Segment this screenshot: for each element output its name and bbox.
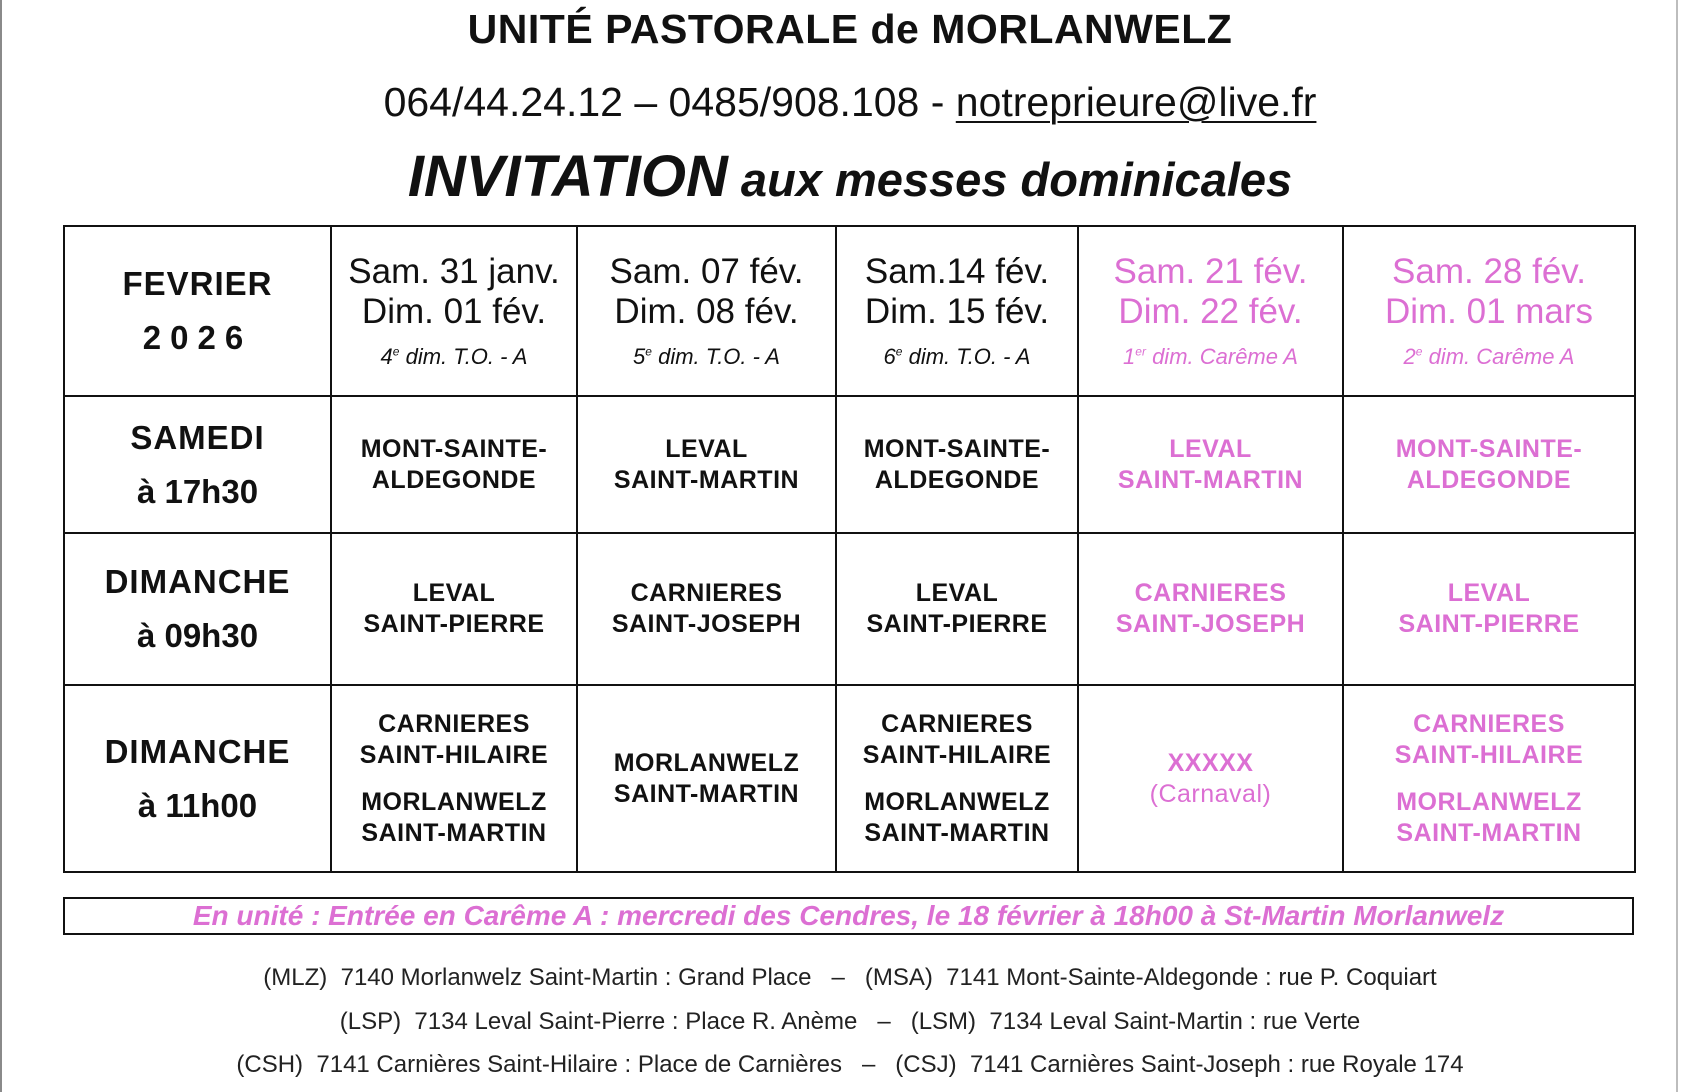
location-line: LEVAL [412,579,496,607]
month-cell [64,226,331,396]
church-location [578,578,835,640]
location-line: SAINT-MARTIN [1117,465,1304,494]
location-line: SAINT-PIERRE [866,610,1048,638]
location-line: MORLANWELZ [1396,787,1582,816]
page-title: UNITÉ PASTORALE de MORLANWELZ [467,6,1233,52]
service-time-cell [64,396,331,533]
liturgical-sunday: 4e dim. T.O. - A [380,344,528,369]
location-line: CARNIERES [1413,709,1565,738]
address-line: (MLZ) 7140 Morlanwelz Saint-Martin : Grand Place – (MSA) 7141 Mont-Sainte-Aldegonde : rue P. Coquiart [263,964,1437,991]
day-label: SAMEDI [130,418,265,456]
day-label: DIMANCHE [104,563,291,600]
location-cell [836,533,1078,685]
location-line: MORLANWELZ [864,787,1050,816]
row-dimanche-0930 [64,533,1635,685]
location-line: MONT-SAINTE- [1395,434,1583,463]
location-line: SAINT-JOSEPH [1115,610,1306,638]
location-line: SAINT-HILAIRE [359,740,549,769]
location-cell [577,685,836,872]
location-line: SAINT-MARTIN [864,818,1050,847]
invitation-word: INVITATION [407,144,728,209]
church-location [332,709,576,771]
sunday-date: Dim. 22 fév. [1118,292,1303,331]
church-location [1344,434,1634,496]
church-location [1079,748,1342,810]
location-line: CARNIERES [1134,579,1287,607]
day-label: DIMANCHE [104,732,291,770]
church-location [837,787,1077,849]
location-line: SAINT-MARTIN [361,818,547,847]
location-line: MORLANWELZ [613,748,800,777]
row-samedi [64,396,1635,533]
invitation-rest: aux messes dominicales [727,153,1293,206]
location-line: SAINT-HILAIRE [1394,740,1584,769]
phone-numbers: 064/44.24.12 – 0485/908.108 - [383,79,956,125]
service-time-cell [64,685,331,872]
date-header [1078,226,1343,396]
mass-schedule-table [63,225,1636,873]
lent-announcement-banner: En unité : Entrée en Carême A : mercredi des Cendres, le 18 février à 18h00 à St-Martin Morlanwelz [63,897,1634,935]
invitation-heading [0,143,1686,210]
time-label: à 11h00 [137,786,258,824]
saturday-date: Sam. 28 fév. [1392,252,1586,291]
location-cell [577,396,836,533]
location-line: CARNIERES [881,709,1033,738]
church-location [1344,709,1634,771]
liturgical-sunday: 1er dim. Carême A [1123,344,1298,369]
location-line: CARNIERES [630,579,783,607]
location-line: LEVAL [665,434,748,463]
sunday-date: Dim. 08 fév. [614,292,799,331]
church-location [1079,578,1342,640]
location-line: (Carnaval) [1149,779,1272,808]
time-label: à 17h30 [136,472,259,510]
time-label: à 09h30 [136,617,259,654]
saturday-date: Sam. 21 fév. [1113,252,1308,291]
location-line: ALDEGONDE [1406,465,1572,494]
location-line: CARNIERES [378,709,530,738]
church-location [837,709,1077,771]
location-line: MONT-SAINTE- [863,434,1051,463]
date-header [331,226,577,396]
location-line: SAINT-MARTIN [1396,818,1582,847]
location-cell [577,533,836,685]
location-line: XXXXX [1167,748,1254,777]
service-time-cell [64,533,331,685]
location-cell [1078,533,1343,685]
location-line: SAINT-PIERRE [363,610,545,638]
saturday-date: Sam. 07 fév. [609,252,804,291]
church-location [1344,578,1634,640]
month-label: FEVRIER [122,265,273,302]
church-location [332,787,576,849]
location-cell [331,533,577,685]
location-cell [836,685,1078,872]
location-cell [331,685,577,872]
location-line: LEVAL [1169,434,1252,463]
location-line: SAINT-HILAIRE [862,740,1052,769]
email-link[interactable]: notreprieure@live.fr [955,79,1317,125]
location-line: SAINT-PIERRE [1398,610,1580,638]
location-cell [331,396,577,533]
church-location [578,434,835,496]
header-row [64,226,1635,396]
church-location [837,434,1077,496]
church-location [837,578,1077,640]
saturday-date: Sam. 31 janv. [348,252,560,291]
saturday-date: Sam.14 fév. [864,252,1050,291]
sunday-date: Dim. 01 fév. [361,292,547,331]
location-cell [1078,396,1343,533]
church-location [578,748,835,810]
row-dimanche-1100 [64,685,1635,872]
location-line: SAINT-MARTIN [613,465,800,494]
location-line: MONT-SAINTE- [360,434,548,463]
location-cell [836,396,1078,533]
location-cell [1343,533,1635,685]
sunday-date: Dim. 01 mars [1384,292,1594,331]
liturgical-sunday: 6e dim. T.O. - A [883,344,1031,369]
location-line: LEVAL [1447,579,1531,607]
date-header [1343,226,1635,396]
liturgical-sunday: 5e dim. T.O. - A [633,344,780,369]
location-line: SAINT-JOSEPH [611,610,802,638]
address-line: (LSP) 7134 Leval Saint-Pierre : Place R. Anème – (LSM) 7134 Leval Saint-Martin : rue Verte [339,1008,1361,1035]
location-cell [1343,685,1635,872]
church-location [332,578,576,640]
location-cell [1078,685,1343,872]
church-location [332,434,576,496]
location-line: MORLANWELZ [361,787,547,816]
liturgical-sunday: 2e dim. Carême A [1403,344,1575,369]
church-location [1079,434,1342,496]
sunday-date: Dim. 15 fév. [864,292,1050,331]
location-line: ALDEGONDE [371,465,537,494]
location-line: SAINT-MARTIN [613,779,800,808]
year-label: 2026 [142,319,253,356]
location-line: LEVAL [915,579,999,607]
location-cell [1343,396,1635,533]
date-header [836,226,1078,396]
contact-line [0,79,1686,126]
date-header [577,226,836,396]
address-line: (CSH) 7141 Carnières Saint-Hilaire : Place de Carnières – (CSJ) 7141 Carnières Saint-Joseph : rue Royale 174 [236,1051,1464,1078]
location-line: ALDEGONDE [874,465,1040,494]
church-location [1344,787,1634,849]
